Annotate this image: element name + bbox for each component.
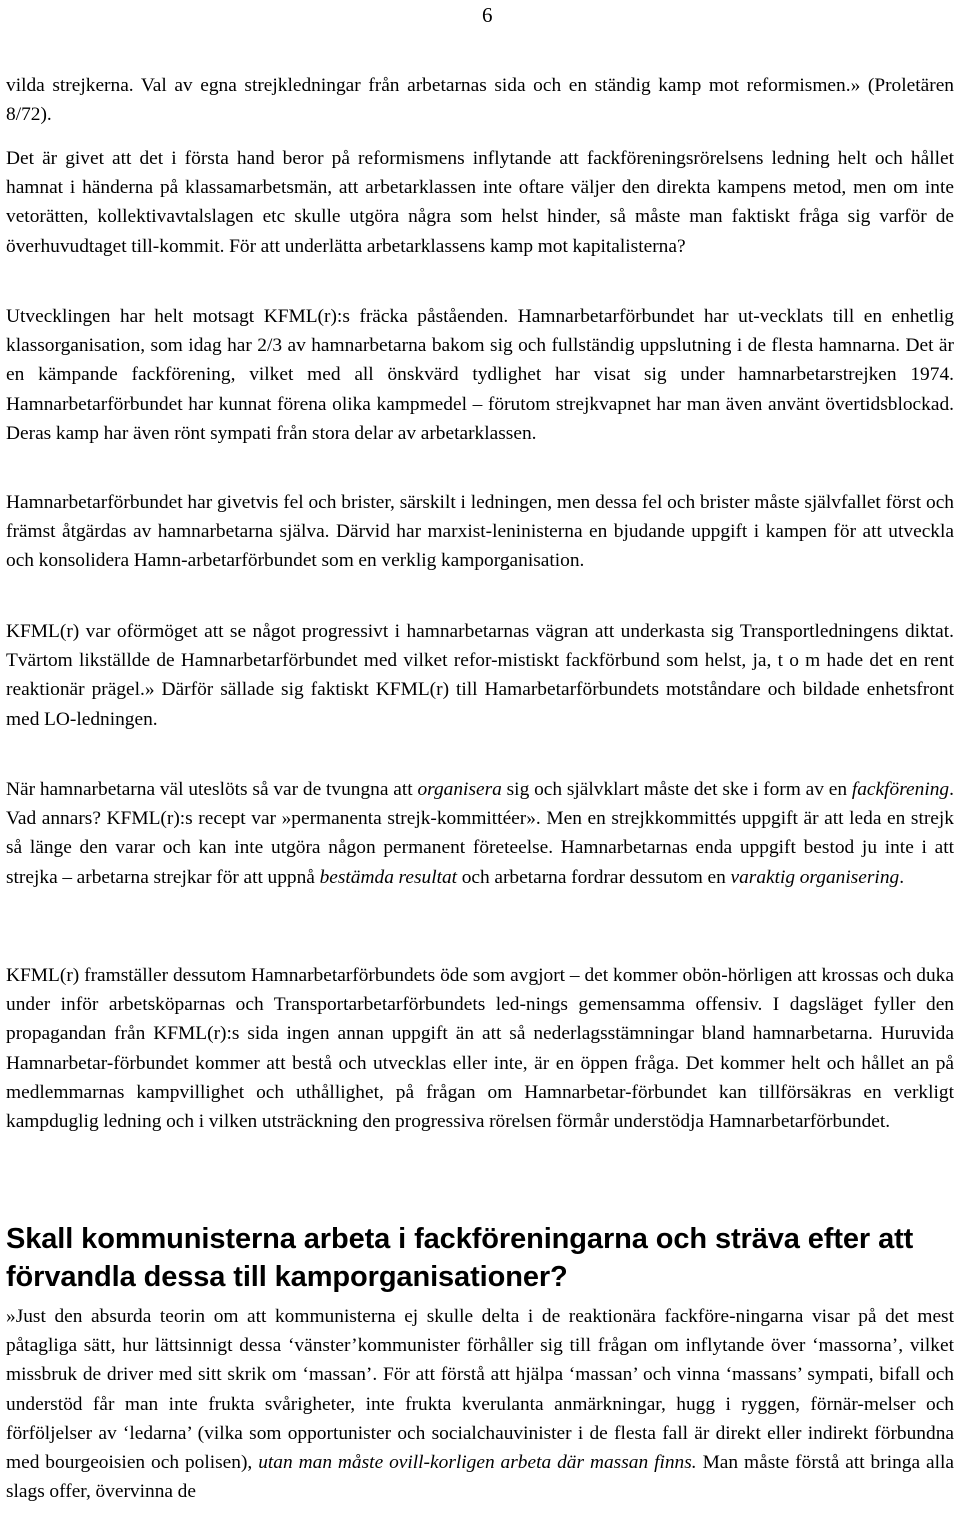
italic-text: organisera (417, 779, 502, 800)
text-run: sig och självklart måste det ske i form av en (501, 779, 852, 800)
italic-text: varaktig organisering (730, 866, 900, 888)
paragraph-development (6, 302, 954, 448)
text-run: och arbetarna fordrar dessutom en (457, 866, 731, 888)
text-run: . Vad annars? KFML(r):s recept var »permanenta strejk-kommittéer». Men en strejkkommittés uppgift är att leda en strejk så länge den varar och kan inte utgöra någon permanent företeelse. Hamnarbetarnas enda uppgift bestod ju inte i att strejka – arbetarna strejkar för att uppnå (6, 779, 954, 888)
italic-text: utan man måste ovill-korligen arbeta där massan finns. (258, 1452, 697, 1474)
section-heading: Skall kommunisterna arbeta i fackföreningarna och sträva efter att förvandla dessa till kamporganisationer? (6, 1223, 914, 1293)
italic-text: bestämda resultat (319, 866, 458, 888)
text-run: »Just den absurda teorin om att kommunisterna ej skulle delta i de reaktionära fackföre-ningarna visar på det mest påtagliga sätt, hur lättsinnigt dessa ‘vänster’kommunister förhåller sig till frågan om inflytande över ‘massorna’, vilket missbruk de driver med sitt skrik om ‘massan’. För att förstå att hjälpa ‘massan’ och vinna ‘massans’ sympati, bifall och understöd får man inte frukta svårigheter, inte frukta kverulanta anmärkningar, hugg i ryggen, förnär-melser och förföljelser av ‘ledarna’ (vilka som opportunister och socialchauvinister i de flesta fall är direkt eller indirekt förbundna med bourgeoisien och polisen), (6, 1306, 954, 1474)
text-run: . (899, 866, 905, 888)
text-run: När hamnarbetarna väl uteslöts så var de tvungna att (6, 779, 418, 800)
paragraph-kfml-failure (6, 617, 954, 734)
text-run: Utvecklingen har helt motsagt KFML(r):s fräcka påståenden. Hamnarbetarförbundet har ut-vecklats till en enhetlig klassorganisation, som idag har 2/3 av hamnarbetarna bakom sig och fullständig uppslutning i de flesta hamnarna. Det är en kämpande fackförening, vilket med all önskvärd tydlighet har visat sig under hamnarbetarstrejken 1974. Hamnarbetarförbundet har kunnat förena olika kampmedel – förutom strejkvapnet har man även använt övertidsblockad. Deras kamp har även rönt sympati från stora delar av arbetarklassen. (6, 306, 954, 444)
text-run: KFML(r) var oförmöget att se något progressivt i hamnarbetarnas vägran att underkasta sig Transportledningens diktat. Tvärtom likställde de Hamnarbetarförbundet med vilket refor-mistiskt fackförbund som helst, ja, t o m hade det en rent reaktionär prägel.» Därför sällade sig faktiskt KFML(r) till Hamarbetarförbundets motståndare och bildade enhetsfront med LO-ledningen. (6, 621, 954, 730)
text-run: Det är givet att det i första hand beror på reformismens inflytande att fackföreningsrörelsens ledning helt och hållet hamnat i händerna på klassamarbetsmän, att arbetarklassen inte oftare väljer den direkta kampens metod, men om inte vetorätten, kollektivavtalslagen etc skulle utgöra några som helst hinder, så måste man faktiskt fråga sig varför de överhuvudtaget till-kommit. För att underlätta arbetarklassens kamp mot kapitalisterna? (6, 148, 954, 257)
paragraph-fate (6, 961, 954, 1136)
paragraph-reformism (6, 144, 954, 261)
text-run: Hamnarbetarförbundet har givetvis fel och brister, särskilt i ledningen, men dessa fel och brister måste självfallet först och främst åtgärdas av hamnarbetarna själva. Därvid har marxist-leninisterna en bjudande uppgift i kampen för att utveckla och konsolidera Hamn-arbetarförbundet som en verklig kamporganisation. (6, 492, 954, 572)
text-run: Man måste förstå att bringa alla slags offer, övervinna de (6, 1452, 955, 1503)
paragraph-expulsion (6, 775, 954, 892)
paragraph-strike-quote-end (6, 71, 954, 129)
page-number: 6 (482, 3, 493, 27)
text-run: vilda strejkerna. Val av egna strejkledningar från arbetarnas sida och en ständig kamp mot reformismen.» (Proletären 8/72). (6, 75, 954, 126)
italic-text: fackförening (851, 779, 950, 800)
paragraph-faults (6, 488, 954, 576)
text-run: KFML(r) framställer dessutom Hamnarbetarförbundets öde som avgjort – det kommer obön-hörligen att krossas och duka under inför arbetsköparnas och Transportarbetarförbundets led-nings gemensamma offensiv. I dagsläget fyller den propagandan från KFML(r):s sida ingen annan uppgift än att så nederlagsstämningar bland hamnarbetarna. Huruvida Hamnarbetar-förbundet kommer att bestå och utvecklas eller inte, är en öppen fråga. Det kommer helt och hållet an på medlemmarnas kampvillighet och uthållighet, på frågan om Hamnarbetar-förbundet kan tillförsäkras en verkligt kampduglig ledning och i vilken utsträckning den progressiva rörelsen förmår understödja Hamnarbetarförbundet. (6, 965, 954, 1133)
paragraph-lenin-quote (6, 1302, 954, 1506)
